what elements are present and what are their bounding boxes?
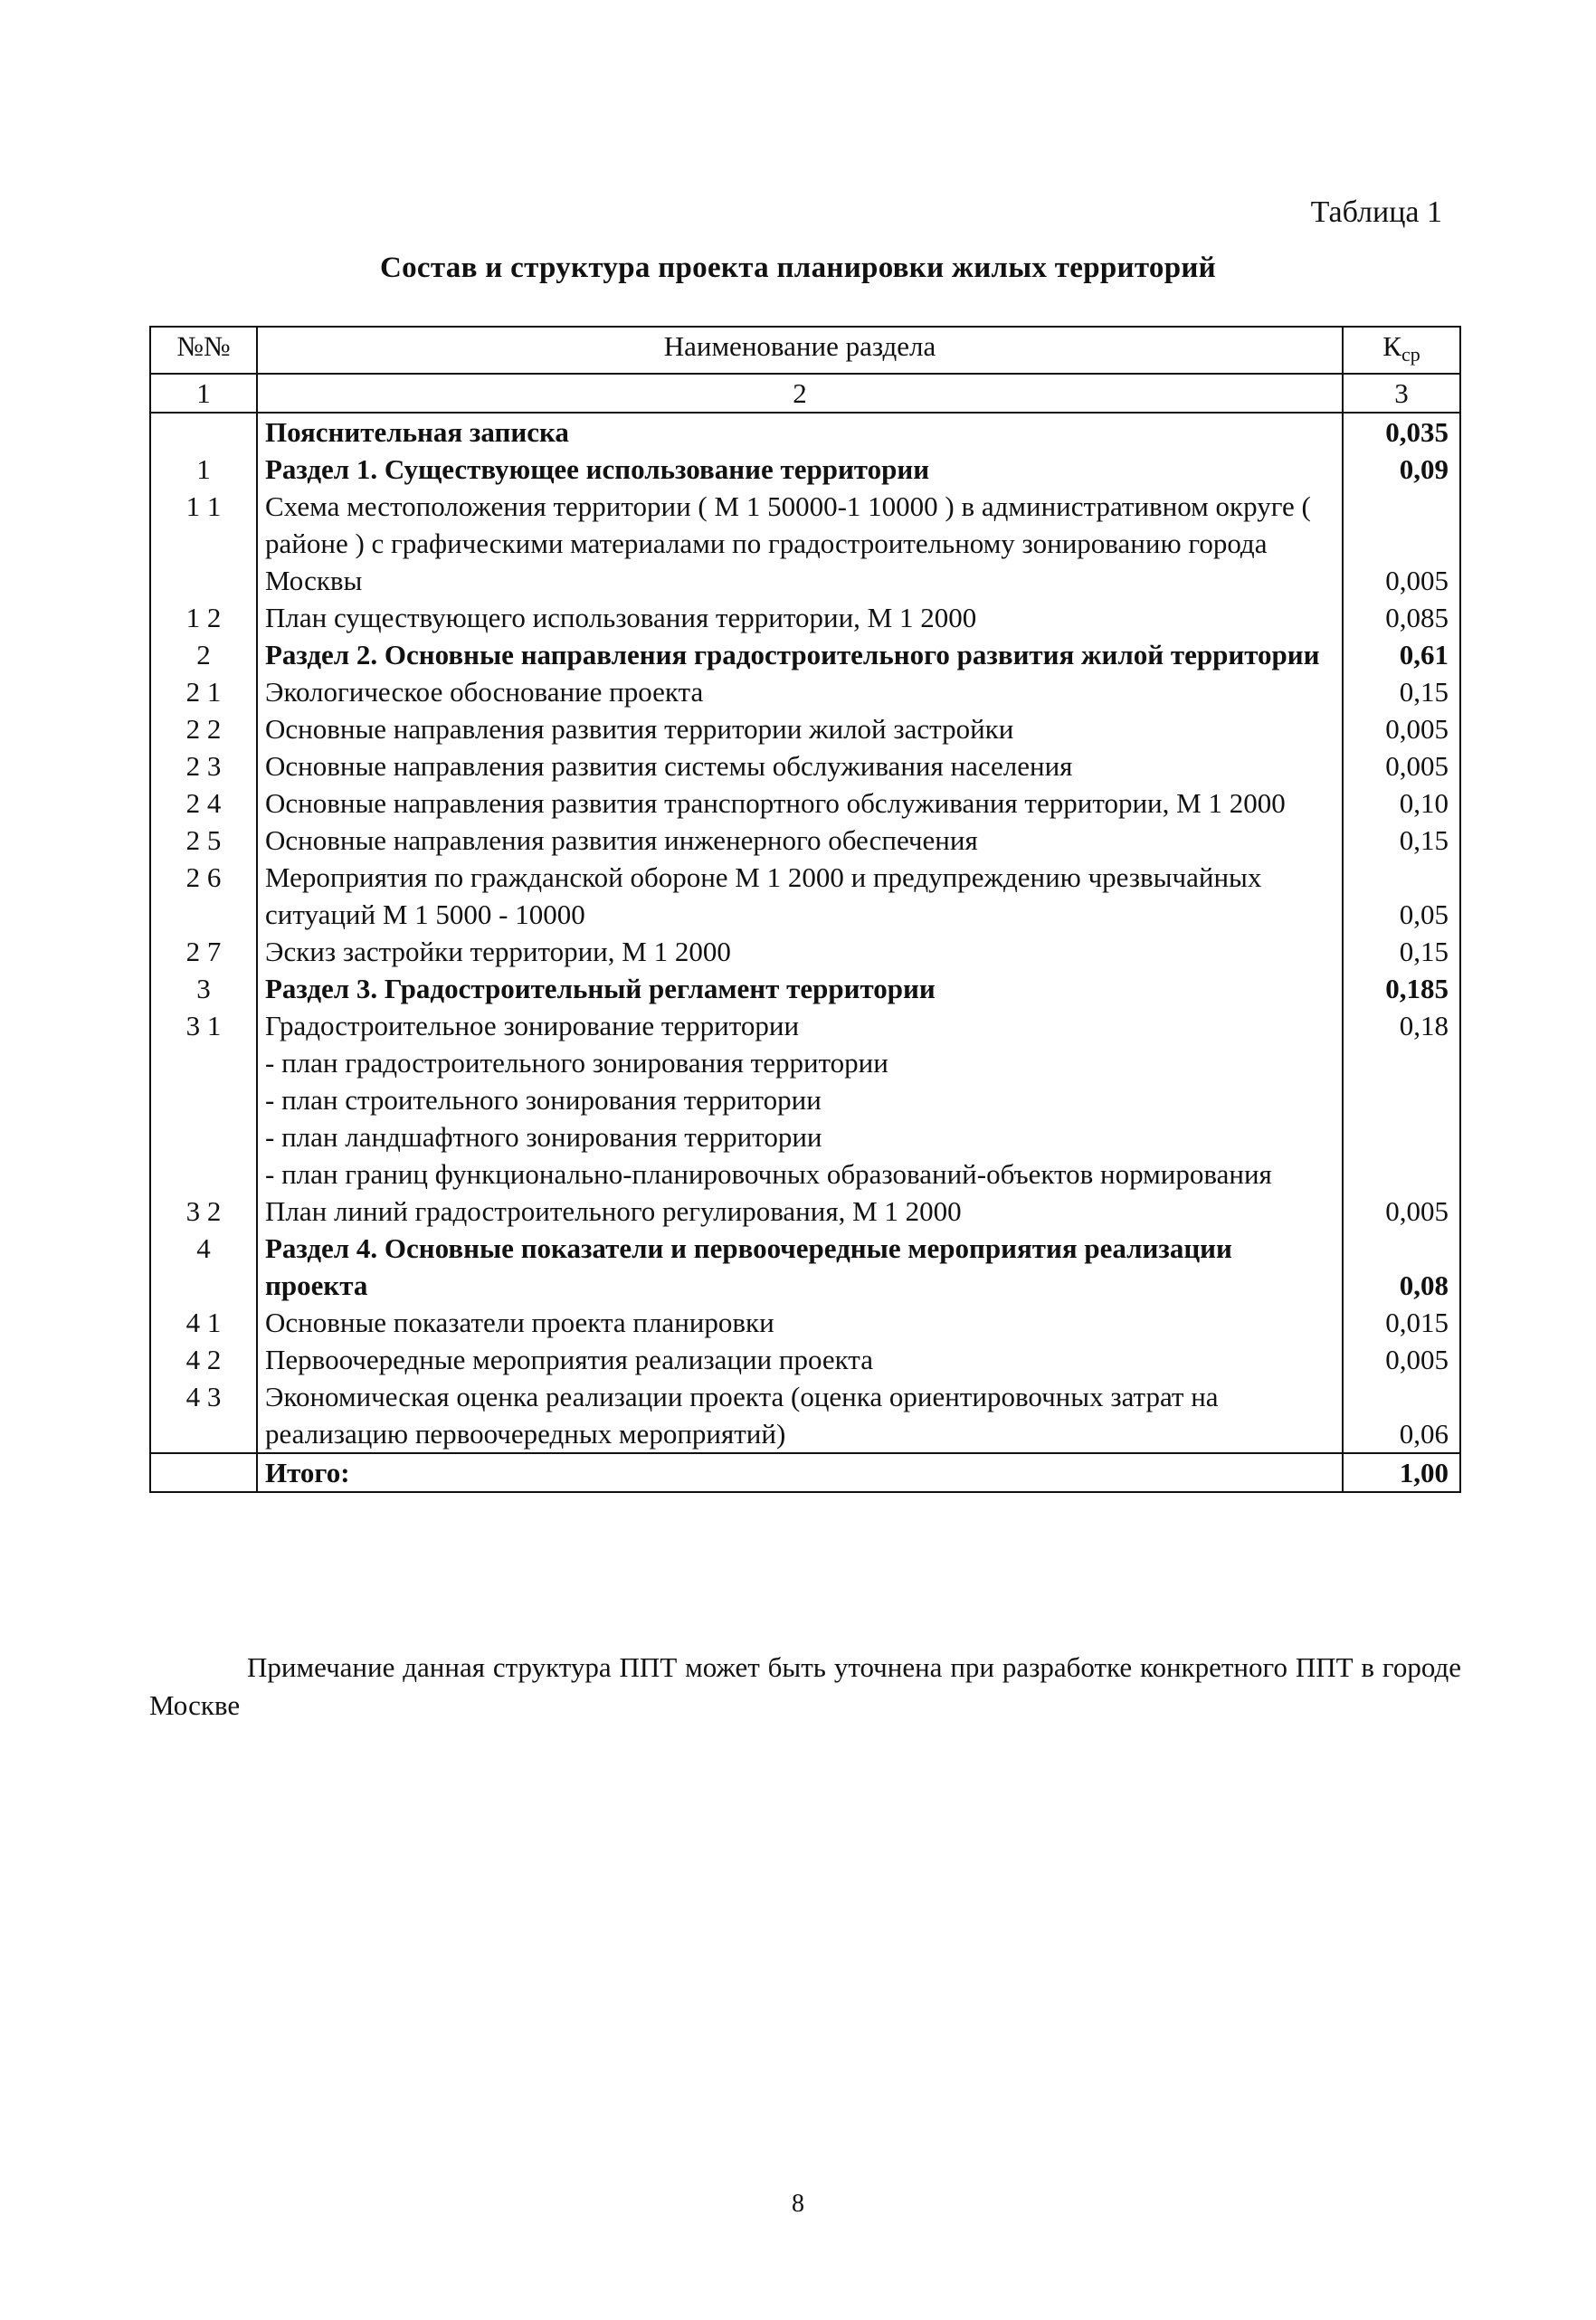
total-number-cell	[150, 1453, 257, 1492]
structure-table	[149, 326, 1461, 1493]
row-number	[150, 1118, 257, 1155]
row-number	[150, 413, 257, 451]
table-row	[150, 710, 1460, 747]
table-row	[150, 1044, 1460, 1081]
row-coefficient	[1343, 1118, 1460, 1155]
row-name: Мероприятия по гражданской обороне М 1 2000 и предупреждению чрезвычайных ситуаций М 1 5000 - 10000	[257, 859, 1343, 933]
row-number: 2 6	[150, 859, 257, 933]
row-coefficient: 0,185	[1343, 970, 1460, 1007]
row-number: 1 2	[150, 599, 257, 636]
table-row	[150, 1230, 1460, 1304]
row-name: Раздел 1. Существующее использование территории	[257, 451, 1343, 488]
row-number: 3 2	[150, 1193, 257, 1230]
column-number-3: 3	[1343, 374, 1460, 413]
row-name: - план строительного зонирования территории	[257, 1081, 1343, 1118]
row-coefficient: 0,18	[1343, 1007, 1460, 1044]
row-coefficient: 0,05	[1343, 859, 1460, 933]
row-number: 4 1	[150, 1304, 257, 1341]
table-row	[150, 933, 1460, 970]
table-row	[150, 1193, 1460, 1230]
row-name: Раздел 3. Градостроительный регламент территории	[257, 970, 1343, 1007]
row-coefficient: 0,10	[1343, 784, 1460, 822]
row-number: 3 1	[150, 1007, 257, 1044]
row-name: Экономическая оценка реализации проекта (оценка ориентировочных затрат на реализацию первоочередных мероприятий)	[257, 1378, 1343, 1453]
row-number: 2 7	[150, 933, 257, 970]
row-coefficient: 0,085	[1343, 599, 1460, 636]
row-coefficient: 0,61	[1343, 636, 1460, 673]
row-name: Основные направления развития инженерного обеспечения	[257, 822, 1343, 859]
table-row	[150, 822, 1460, 859]
row-name: Основные направления развития системы обслуживания населения	[257, 747, 1343, 784]
row-coefficient: 0,035	[1343, 413, 1460, 451]
row-name: - план границ функционально-планировочных образований-объектов нормирования	[257, 1155, 1343, 1193]
table-row	[150, 673, 1460, 710]
header-coefficient-k: К	[1382, 330, 1401, 362]
row-name: Градостроительное зонирование территории	[257, 1007, 1343, 1044]
header-coefficient-sub: ср	[1401, 343, 1420, 366]
row-coefficient: 0,06	[1343, 1378, 1460, 1453]
row-coefficient: 0,005	[1343, 1193, 1460, 1230]
row-coefficient	[1343, 1155, 1460, 1193]
table-row	[150, 747, 1460, 784]
table-row	[150, 784, 1460, 822]
row-coefficient: 0,15	[1343, 673, 1460, 710]
row-number	[150, 1081, 257, 1118]
row-name: Основные направления развития территории жилой застройки	[257, 710, 1343, 747]
table-row	[150, 488, 1460, 599]
table-row	[150, 599, 1460, 636]
page-number: 8	[792, 2190, 804, 2218]
total-label: Итого:	[257, 1453, 1343, 1492]
row-number	[150, 1044, 257, 1081]
row-name: - план ландшафтного зонирования территории	[257, 1118, 1343, 1155]
row-number: 1	[150, 451, 257, 488]
table-row	[150, 1341, 1460, 1378]
table-row	[150, 1007, 1460, 1044]
row-number: 4 3	[150, 1378, 257, 1453]
column-number-1: 1	[150, 374, 257, 413]
row-number: 3	[150, 970, 257, 1007]
table-row	[150, 451, 1460, 488]
table-header-row	[150, 327, 1460, 374]
row-coefficient: 0,15	[1343, 933, 1460, 970]
row-number: 2	[150, 636, 257, 673]
footnote: Примечание данная структура ППТ может быть уточнена при разработке конкретного ППТ в городе Москве	[149, 1651, 1461, 1721]
row-number: 4 2	[150, 1341, 257, 1378]
row-coefficient: 0,005	[1343, 747, 1460, 784]
row-name: Основные направления развития транспортного обслуживания территории, М 1 2000	[257, 784, 1343, 822]
header-section-name: Наименование раздела	[257, 327, 1343, 374]
table-label: Таблица 1	[1310, 195, 1442, 229]
row-name: Схема местоположения территории ( М 1 50000-1 10000 ) в административном округе ( районе ) с графическими материалами по градостроительному зонированию города Москвы	[257, 488, 1343, 599]
row-coefficient: 0,005	[1343, 1341, 1460, 1378]
table-row	[150, 1118, 1460, 1155]
table-row	[150, 636, 1460, 673]
document-title: Состав и структура проекта планировки жилых территорий	[380, 252, 1216, 284]
column-number-2: 2	[257, 374, 1343, 413]
row-number: 2 1	[150, 673, 257, 710]
header-number: №№	[150, 327, 257, 374]
row-number	[150, 1155, 257, 1193]
row-name: Эскиз застройки территории, М 1 2000	[257, 933, 1343, 970]
table-row	[150, 1155, 1460, 1193]
row-coefficient: 0,09	[1343, 451, 1460, 488]
row-name: - план градостроительного зонирования территории	[257, 1044, 1343, 1081]
row-coefficient: 0,005	[1343, 488, 1460, 599]
row-number: 4	[150, 1230, 257, 1304]
total-row	[150, 1453, 1460, 1492]
row-name: Раздел 2. Основные направления градостроительного развития жилой территории	[257, 636, 1343, 673]
table-row	[150, 859, 1460, 933]
row-coefficient: 0,015	[1343, 1304, 1460, 1341]
total-value: 1,00	[1343, 1453, 1460, 1492]
row-name: Пояснительная записка	[257, 413, 1343, 451]
table-row	[150, 1304, 1460, 1341]
table-row	[150, 970, 1460, 1007]
row-coefficient: 0,08	[1343, 1230, 1460, 1304]
row-number: 2 2	[150, 710, 257, 747]
row-coefficient: 0,005	[1343, 710, 1460, 747]
row-name: Первоочередные мероприятия реализации проекта	[257, 1341, 1343, 1378]
row-name: Экологическое обоснование проекта	[257, 673, 1343, 710]
row-name: План линий градостроительного регулирования, М 1 2000	[257, 1193, 1343, 1230]
row-name: Раздел 4. Основные показатели и первоочередные мероприятия реализации проекта	[257, 1230, 1343, 1304]
table-row	[150, 413, 1460, 451]
header-coefficient	[1343, 327, 1460, 374]
row-coefficient: 0,15	[1343, 822, 1460, 859]
row-number: 2 3	[150, 747, 257, 784]
row-coefficient	[1343, 1081, 1460, 1118]
row-coefficient	[1343, 1044, 1460, 1081]
table-row	[150, 1081, 1460, 1118]
row-number: 2 5	[150, 822, 257, 859]
row-number: 1 1	[150, 488, 257, 599]
row-name: Основные показатели проекта планировки	[257, 1304, 1343, 1341]
table-body	[150, 413, 1460, 1492]
row-name: План существующего использования территории, М 1 2000	[257, 599, 1343, 636]
column-numbers-row	[150, 374, 1460, 413]
table-row	[150, 1378, 1460, 1453]
row-number: 2 4	[150, 784, 257, 822]
